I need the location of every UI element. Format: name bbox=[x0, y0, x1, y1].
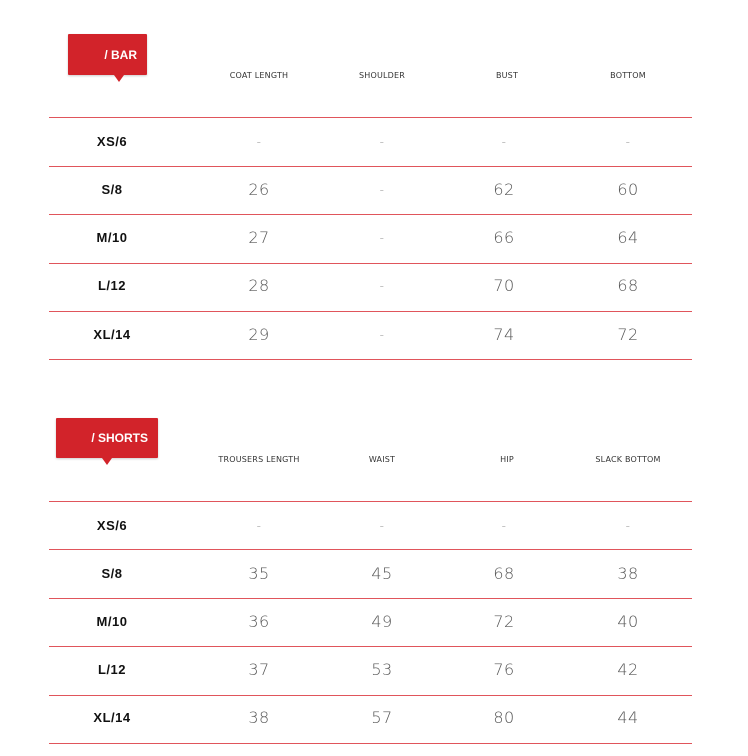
table-cell: 72 bbox=[617, 325, 639, 344]
size-label: S/8 bbox=[101, 566, 123, 581]
table-cell: 72 bbox=[493, 612, 515, 631]
size-label: M/10 bbox=[96, 230, 128, 245]
table-cell: 37 bbox=[248, 660, 270, 679]
table-cell: 74 bbox=[493, 325, 515, 344]
table-row bbox=[49, 646, 692, 694]
table-row bbox=[49, 502, 692, 550]
table-row bbox=[49, 262, 692, 310]
column-header: BUST bbox=[495, 71, 519, 80]
table-cell: 40 bbox=[617, 612, 639, 631]
table-cell: - bbox=[256, 519, 262, 533]
table-cell: 49 bbox=[371, 612, 393, 631]
table-cell: - bbox=[379, 519, 385, 533]
table-cell: - bbox=[379, 135, 385, 149]
size-label: L/12 bbox=[97, 662, 126, 677]
table-cell: 64 bbox=[617, 228, 639, 247]
table-cell: 45 bbox=[371, 564, 393, 583]
size-label: XS/6 bbox=[96, 134, 128, 149]
table-row bbox=[49, 311, 692, 359]
size-label: XL/14 bbox=[93, 710, 131, 725]
table-row bbox=[49, 214, 692, 262]
size-label: XL/14 bbox=[93, 327, 131, 342]
column-header: COAT LENGTH bbox=[229, 71, 289, 80]
table-cell: 38 bbox=[248, 708, 270, 727]
column-header: HIP bbox=[500, 455, 514, 464]
column-header: SHOULDER bbox=[358, 71, 406, 80]
table-row bbox=[49, 166, 692, 214]
table-cell: 53 bbox=[371, 660, 393, 679]
table-cell: - bbox=[379, 328, 385, 342]
table-cell: 68 bbox=[493, 564, 515, 583]
table-cell: 60 bbox=[617, 180, 639, 199]
table-cell: 26 bbox=[248, 180, 270, 199]
column-header: BOTTOM bbox=[610, 71, 646, 80]
column-header: SLACK BOTTOM bbox=[595, 455, 661, 464]
column-header: TROUSERS LENGTH bbox=[218, 455, 300, 464]
size-label: M/10 bbox=[96, 614, 128, 629]
table-cell: - bbox=[379, 183, 385, 197]
column-header: WAIST bbox=[368, 455, 396, 464]
table-cell: - bbox=[501, 135, 507, 149]
table-cell: - bbox=[625, 519, 631, 533]
table-cell: 80 bbox=[493, 708, 515, 727]
table-cell: - bbox=[625, 135, 631, 149]
table-cell: 42 bbox=[617, 660, 639, 679]
section-tag-label: / BAR bbox=[104, 47, 137, 62]
table-divider bbox=[49, 359, 692, 360]
table-cell: 57 bbox=[371, 708, 393, 727]
size-label: L/12 bbox=[97, 278, 126, 293]
table-cell: 36 bbox=[248, 612, 270, 631]
table-cell: 27 bbox=[248, 228, 270, 247]
table-row bbox=[49, 550, 692, 598]
table-cell: 70 bbox=[493, 276, 515, 295]
table-row bbox=[49, 118, 692, 166]
table-cell: 68 bbox=[617, 276, 639, 295]
table-cell: 28 bbox=[248, 276, 270, 295]
table-cell: 35 bbox=[248, 564, 270, 583]
size-label: XS/6 bbox=[96, 518, 128, 533]
table-cell: - bbox=[379, 279, 385, 293]
table-cell: 66 bbox=[493, 228, 515, 247]
section-tag bbox=[56, 418, 158, 458]
table-row bbox=[49, 598, 692, 646]
section-tag-label: / SHORTS bbox=[91, 431, 148, 445]
table-divider bbox=[49, 743, 692, 744]
table-cell: - bbox=[501, 519, 507, 533]
table-cell: 29 bbox=[248, 325, 270, 344]
table-cell: - bbox=[256, 135, 262, 149]
table-cell: 44 bbox=[617, 708, 639, 727]
section-tag bbox=[68, 34, 147, 75]
size-label: S/8 bbox=[101, 182, 123, 197]
table-cell: 76 bbox=[493, 660, 515, 679]
table-cell: 38 bbox=[617, 564, 639, 583]
table-cell: 62 bbox=[493, 180, 515, 199]
table-cell: - bbox=[379, 231, 385, 245]
table-row bbox=[49, 694, 692, 742]
